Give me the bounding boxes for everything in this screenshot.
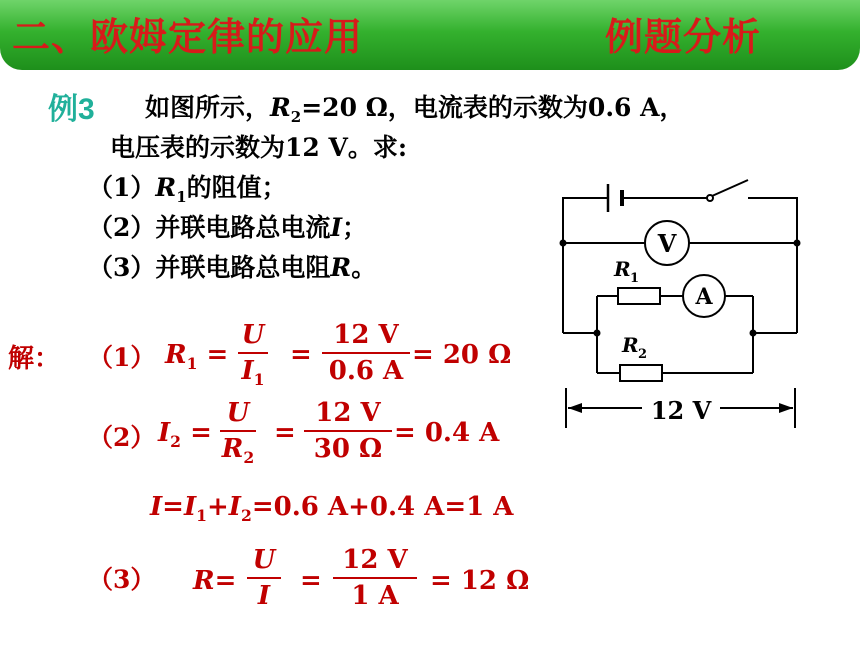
r1-label: R (614, 257, 631, 281)
step-3-equals: = (300, 566, 322, 596)
voltage-label: 12 V (650, 396, 712, 425)
header-banner (0, 0, 860, 70)
step-2-result: = 0.4 A (394, 418, 500, 448)
step-2-equals: = (274, 418, 296, 448)
problem-line-1: 如图所示，$R_2=20$ Ω，电流表的示数为0.6 A， (145, 93, 685, 126)
question-2: （2）并联电路总电流I； (88, 213, 368, 242)
step-2-number: （2） (88, 423, 156, 452)
question-1: $(1)R_1$的阻值； (88, 173, 287, 206)
ammeter-label: A (695, 284, 713, 310)
circuit-diagram (540, 165, 830, 440)
r2-label: R (622, 333, 639, 357)
step-1-equals: = (290, 340, 312, 370)
step-1-fraction-numeric: 12 V 0.6 A (322, 320, 410, 386)
step-1-lhs: $R_1$ = (165, 340, 229, 374)
r2-sub: 2 (638, 347, 648, 362)
step-3-number: （3） (88, 565, 156, 594)
step-3-fraction-numeric: 12 V 1 A (333, 545, 417, 611)
voltmeter-label: V (657, 229, 677, 258)
step-1-result: = 20 Ω (412, 340, 512, 370)
step-2-fraction-symbolic: U $R_2$ (221, 398, 255, 468)
step-2-lhs: $I_2$ = (158, 418, 212, 452)
step-3-fraction-symbolic: U I (247, 545, 281, 611)
total-current-equation: $I=I_1+I_2=0.6$ A+0.4 A=1 A (150, 492, 514, 526)
r1-sub: 1 (630, 271, 640, 286)
solution-label: 解： (8, 344, 61, 374)
example-label: 例3 (48, 93, 95, 126)
problem-line-2: 电压表的示数为12 V。求: (110, 133, 408, 162)
question-3: （3）并联电路总电阻R。 (88, 253, 377, 282)
step-2-fraction-numeric: 12 V 30 Ω (304, 398, 392, 464)
step-3-result: = 12 Ω (430, 566, 530, 596)
header-subtitle: 例题分析 (605, 15, 762, 59)
header-title: 二、欧姆定律的应用 (12, 15, 364, 59)
step-1-number: （1） (88, 343, 156, 372)
step-3-lhs: R= (193, 566, 237, 596)
step-1-fraction-symbolic: U $I_1$ (238, 320, 268, 395)
